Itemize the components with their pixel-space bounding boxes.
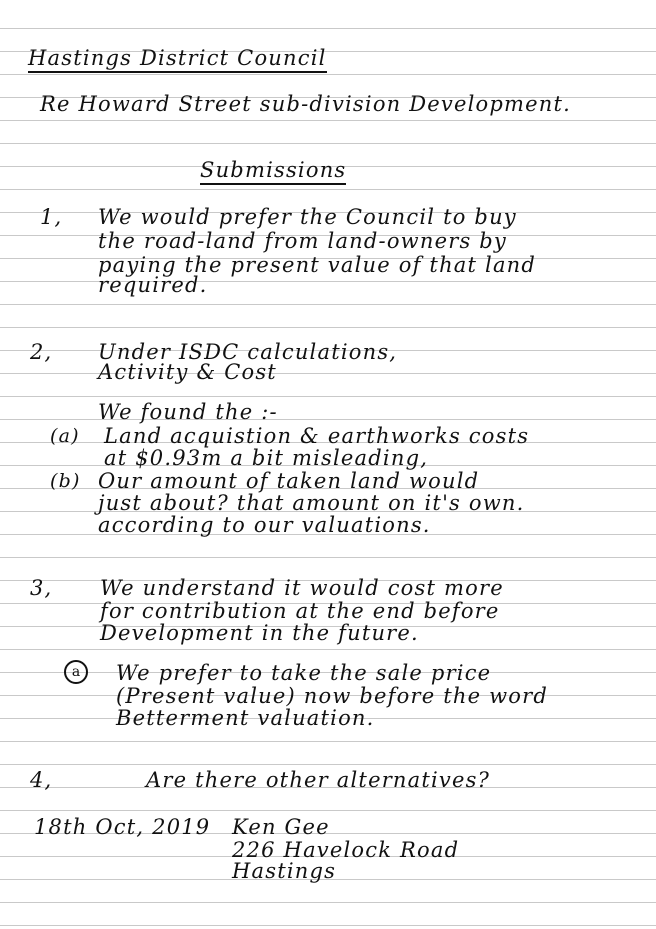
item-1-line: required. [98, 273, 208, 297]
item-4-number: 4, [30, 768, 53, 792]
subitem-2a-line: at $0.93m a bit misleading, [104, 446, 429, 470]
subitem-2b-label: (b) [50, 470, 81, 492]
signatory-city: Hastings [232, 859, 337, 883]
submission-date: 18th Oct, 2019 [34, 815, 211, 839]
item-2-line: Activity & Cost [98, 360, 277, 384]
subitem-2a-label: (a) [50, 425, 80, 447]
item-1-line: the road-land from land-owners by [98, 229, 507, 253]
subitem-2b-line: according to our valuations. [98, 513, 431, 537]
subitem-2a-line: Land acquistion & earthworks costs [104, 424, 530, 448]
item-2-line: Under ISDC calculations, [98, 340, 398, 364]
item-1-number: 1, [40, 205, 63, 229]
submissions-heading: Submissions [200, 158, 346, 185]
council-title: Hastings District Council [28, 46, 327, 73]
item-3-number: 3, [30, 576, 53, 600]
signatory-name: Ken Gee [232, 815, 330, 839]
signatory-address: 226 Havelock Road [232, 838, 460, 862]
item-1-line: We would prefer the Council to buy [98, 205, 517, 229]
subitem-3a-line: We prefer to take the sale price [116, 661, 492, 685]
regarding-line: Re Howard Street sub-division Development. [40, 92, 572, 116]
item-2-intro: We found the :- [98, 400, 278, 424]
subitem-3a-label: a [64, 660, 88, 684]
item-3-line: We understand it would cost more [100, 576, 504, 600]
item-3-line: for contribution at the end before [100, 599, 500, 623]
subitem-3a-line: Betterment valuation. [116, 706, 375, 730]
item-2-number: 2, [30, 340, 53, 364]
subitem-3a-line: (Present value) now before the word [116, 684, 548, 708]
subitem-2b-line: Our amount of taken land would [98, 469, 480, 493]
item-1-line: paying the present value of that land [98, 253, 537, 277]
item-4-line: Are there other alternatives? [146, 768, 491, 792]
item-3-line: Development in the future. [100, 621, 419, 645]
subitem-2b-line: just about? that amount on it's own. [98, 491, 525, 515]
